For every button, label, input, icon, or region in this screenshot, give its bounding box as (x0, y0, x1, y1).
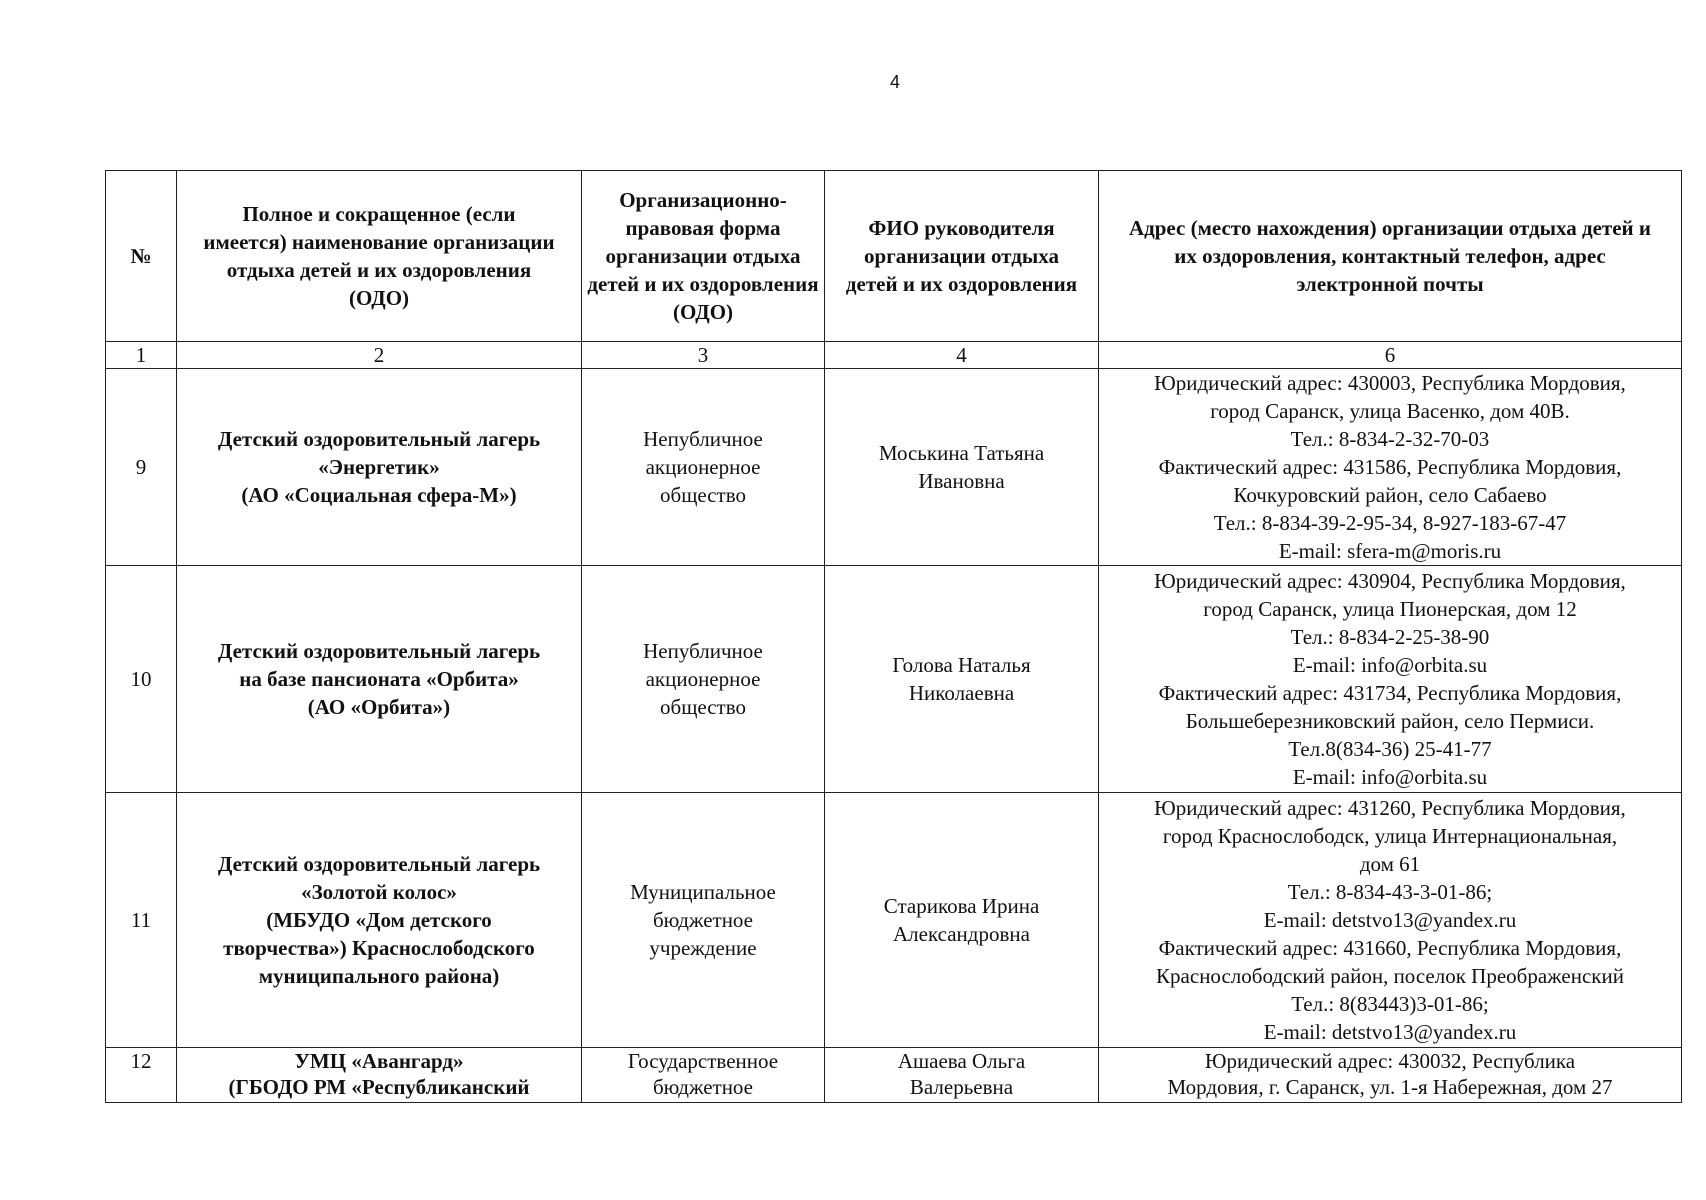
text-line: Кочкуровский район, село Сабаево (1233, 483, 1547, 507)
text-line: общество (660, 695, 746, 719)
text-line: Фактический адрес: 431734, Республика Мордовия, (1158, 681, 1622, 705)
director-name-cell (825, 369, 1099, 566)
text-line: (ГБОДО РМ «Республиканский (228, 1075, 530, 1099)
legal-form-cell (582, 1048, 825, 1103)
legal-form-cell (582, 793, 825, 1048)
address-contacts-cell (1099, 566, 1682, 793)
text-line: E-mail: info@orbita.su (1292, 653, 1488, 677)
text-line: Александровна (893, 922, 1030, 946)
text-line: общество (660, 483, 746, 507)
column-index-cell: 3 (582, 342, 825, 369)
text-line: Тел.8(834-36) 25-41-77 (1288, 737, 1492, 761)
text-line: Непубличное (643, 427, 763, 451)
header-organization-name: Полное и сокращенное (если имеется) наименование организации отдыха детей и их оздоровления (ОДО) (177, 171, 582, 342)
text-line: Большеберезниковский район, село Пермиси. (1185, 709, 1595, 733)
text-line: Юридический адрес: 430003, Республика Мордовия, (1154, 371, 1626, 395)
text-line: Юридический адрес: 430904, Республика Мордовия, (1154, 569, 1626, 593)
director-name-cell (825, 566, 1099, 793)
legal-form-cell (582, 369, 825, 566)
text-line: Ашаева Ольга (897, 1049, 1026, 1073)
text-line: E-mail: info@orbita.su (1292, 765, 1488, 789)
text-line: Тел.: 8-834-2-32-70-03 (1290, 427, 1490, 451)
text-line: УМЦ «Авангард» (294, 1049, 464, 1073)
text-line: «Энергетик» (318, 455, 440, 479)
text-line: учреждение (649, 936, 757, 960)
table-row (106, 369, 1682, 566)
header-number: № (106, 171, 177, 342)
column-index-cell: 2 (177, 342, 582, 369)
text-line: Тел.: 8-834-43-3-01-86; (1287, 880, 1493, 904)
row-number-cell: 9 (106, 369, 177, 566)
text-line: Моськина Татьяна (878, 441, 1045, 465)
address-contacts-cell (1099, 793, 1682, 1048)
organization-name-cell (177, 566, 582, 793)
organization-name-cell (177, 793, 582, 1048)
text-line: Фактический адрес: 431586, Республика Мордовия, (1158, 455, 1622, 479)
column-index-row (106, 342, 1682, 369)
text-line: Детский оздоровительный лагерь (217, 427, 541, 451)
text-line: Тел.: 8-834-39-2-95-34, 8-927-183-67-47 (1213, 511, 1567, 535)
text-line: Непубличное (643, 639, 763, 663)
text-line: Детский оздоровительный лагерь (217, 852, 541, 876)
text-line: Николаевна (908, 681, 1015, 705)
text-line: Голова Наталья (892, 653, 1031, 677)
table-row (106, 1048, 1682, 1103)
text-line: E-mail: detstvo13@yandex.ru (1263, 1020, 1517, 1044)
director-name-cell (825, 1048, 1099, 1103)
text-line: (АО «Орбита») (307, 695, 451, 719)
text-line: Фактический адрес: 431660, Республика Мордовия, (1158, 936, 1622, 960)
text-line: на базе пансионата «Орбита» (239, 667, 519, 691)
text-line: Детский оздоровительный лагерь (217, 639, 541, 663)
organizations-table (105, 170, 1682, 1103)
row-number-cell: 11 (106, 793, 177, 1048)
text-line: город Саранск, улица Пионерская, дом 12 (1203, 597, 1577, 621)
header-row (106, 171, 1682, 342)
text-line: Валерьевна (909, 1075, 1014, 1099)
text-line: Государственное (627, 1049, 779, 1073)
row-number-cell: 12 (106, 1048, 177, 1103)
text-line: (АО «Социальная сфера-М») (241, 483, 517, 507)
legal-form-cell (582, 566, 825, 793)
text-line: бюджетное (652, 1075, 754, 1099)
text-line: Краснослободский район, поселок Преображенский (1156, 964, 1624, 988)
header-legal-form: Организационно-правовая форма организации отдыха детей и их оздоровления (ОДО) (582, 171, 825, 342)
text-line: (МБУДО «Дом детского (266, 908, 492, 932)
text-line: Муниципальное (630, 880, 776, 904)
text-line: акционерное (645, 455, 761, 479)
text-line: E-mail: detstvo13@yandex.ru (1263, 908, 1517, 932)
text-line: бюджетное (652, 908, 754, 932)
table-row (106, 793, 1682, 1048)
text-line: Тел.: 8-834-2-25-38-90 (1290, 625, 1490, 649)
text-line: город Саранск, улица Васенко, дом 40В. (1210, 399, 1570, 423)
address-contacts-cell (1099, 1048, 1682, 1103)
text-line: Юридический адрес: 431260, Республика Мордовия, (1154, 796, 1626, 820)
column-index-cell: 6 (1099, 342, 1682, 369)
column-index-cell: 1 (106, 342, 177, 369)
table-row (106, 566, 1682, 793)
page-number: 4 (889, 72, 900, 92)
text-line: творчества») Краснослободского (223, 936, 535, 960)
text-line: акционерное (645, 667, 761, 691)
director-name-cell (825, 793, 1099, 1048)
header-director-name: ФИО руководителя организации отдыха детей и их оздоровления (825, 171, 1099, 342)
text-line: Юридический адрес: 430032, Республика (1204, 1049, 1576, 1073)
organization-name-cell (177, 369, 582, 566)
text-line: «Золотой колос» (301, 880, 457, 904)
text-line: E-mail: sfera-m@moris.ru (1278, 539, 1502, 563)
row-number-cell: 10 (106, 566, 177, 793)
text-line: дом 61 (1359, 852, 1421, 876)
header-address-contacts: Адрес (место нахождения) организации отдыха детей и их оздоровления, контактный телефон, адрес электронной почты (1099, 171, 1682, 342)
column-index-cell: 4 (825, 342, 1099, 369)
text-line: Старикова Ирина (883, 894, 1040, 918)
text-line: Тел.: 8(83443)3-01-86; (1291, 992, 1489, 1016)
text-line: муниципального района) (258, 964, 500, 988)
text-line: Ивановна (918, 469, 1005, 493)
text-line: Мордовия, г. Саранск, ул. 1-я Набережная, дом 27 (1167, 1075, 1613, 1099)
text-line: город Краснослободск, улица Интернациональная, (1162, 824, 1618, 848)
organization-name-cell (177, 1048, 582, 1103)
address-contacts-cell (1099, 369, 1682, 566)
